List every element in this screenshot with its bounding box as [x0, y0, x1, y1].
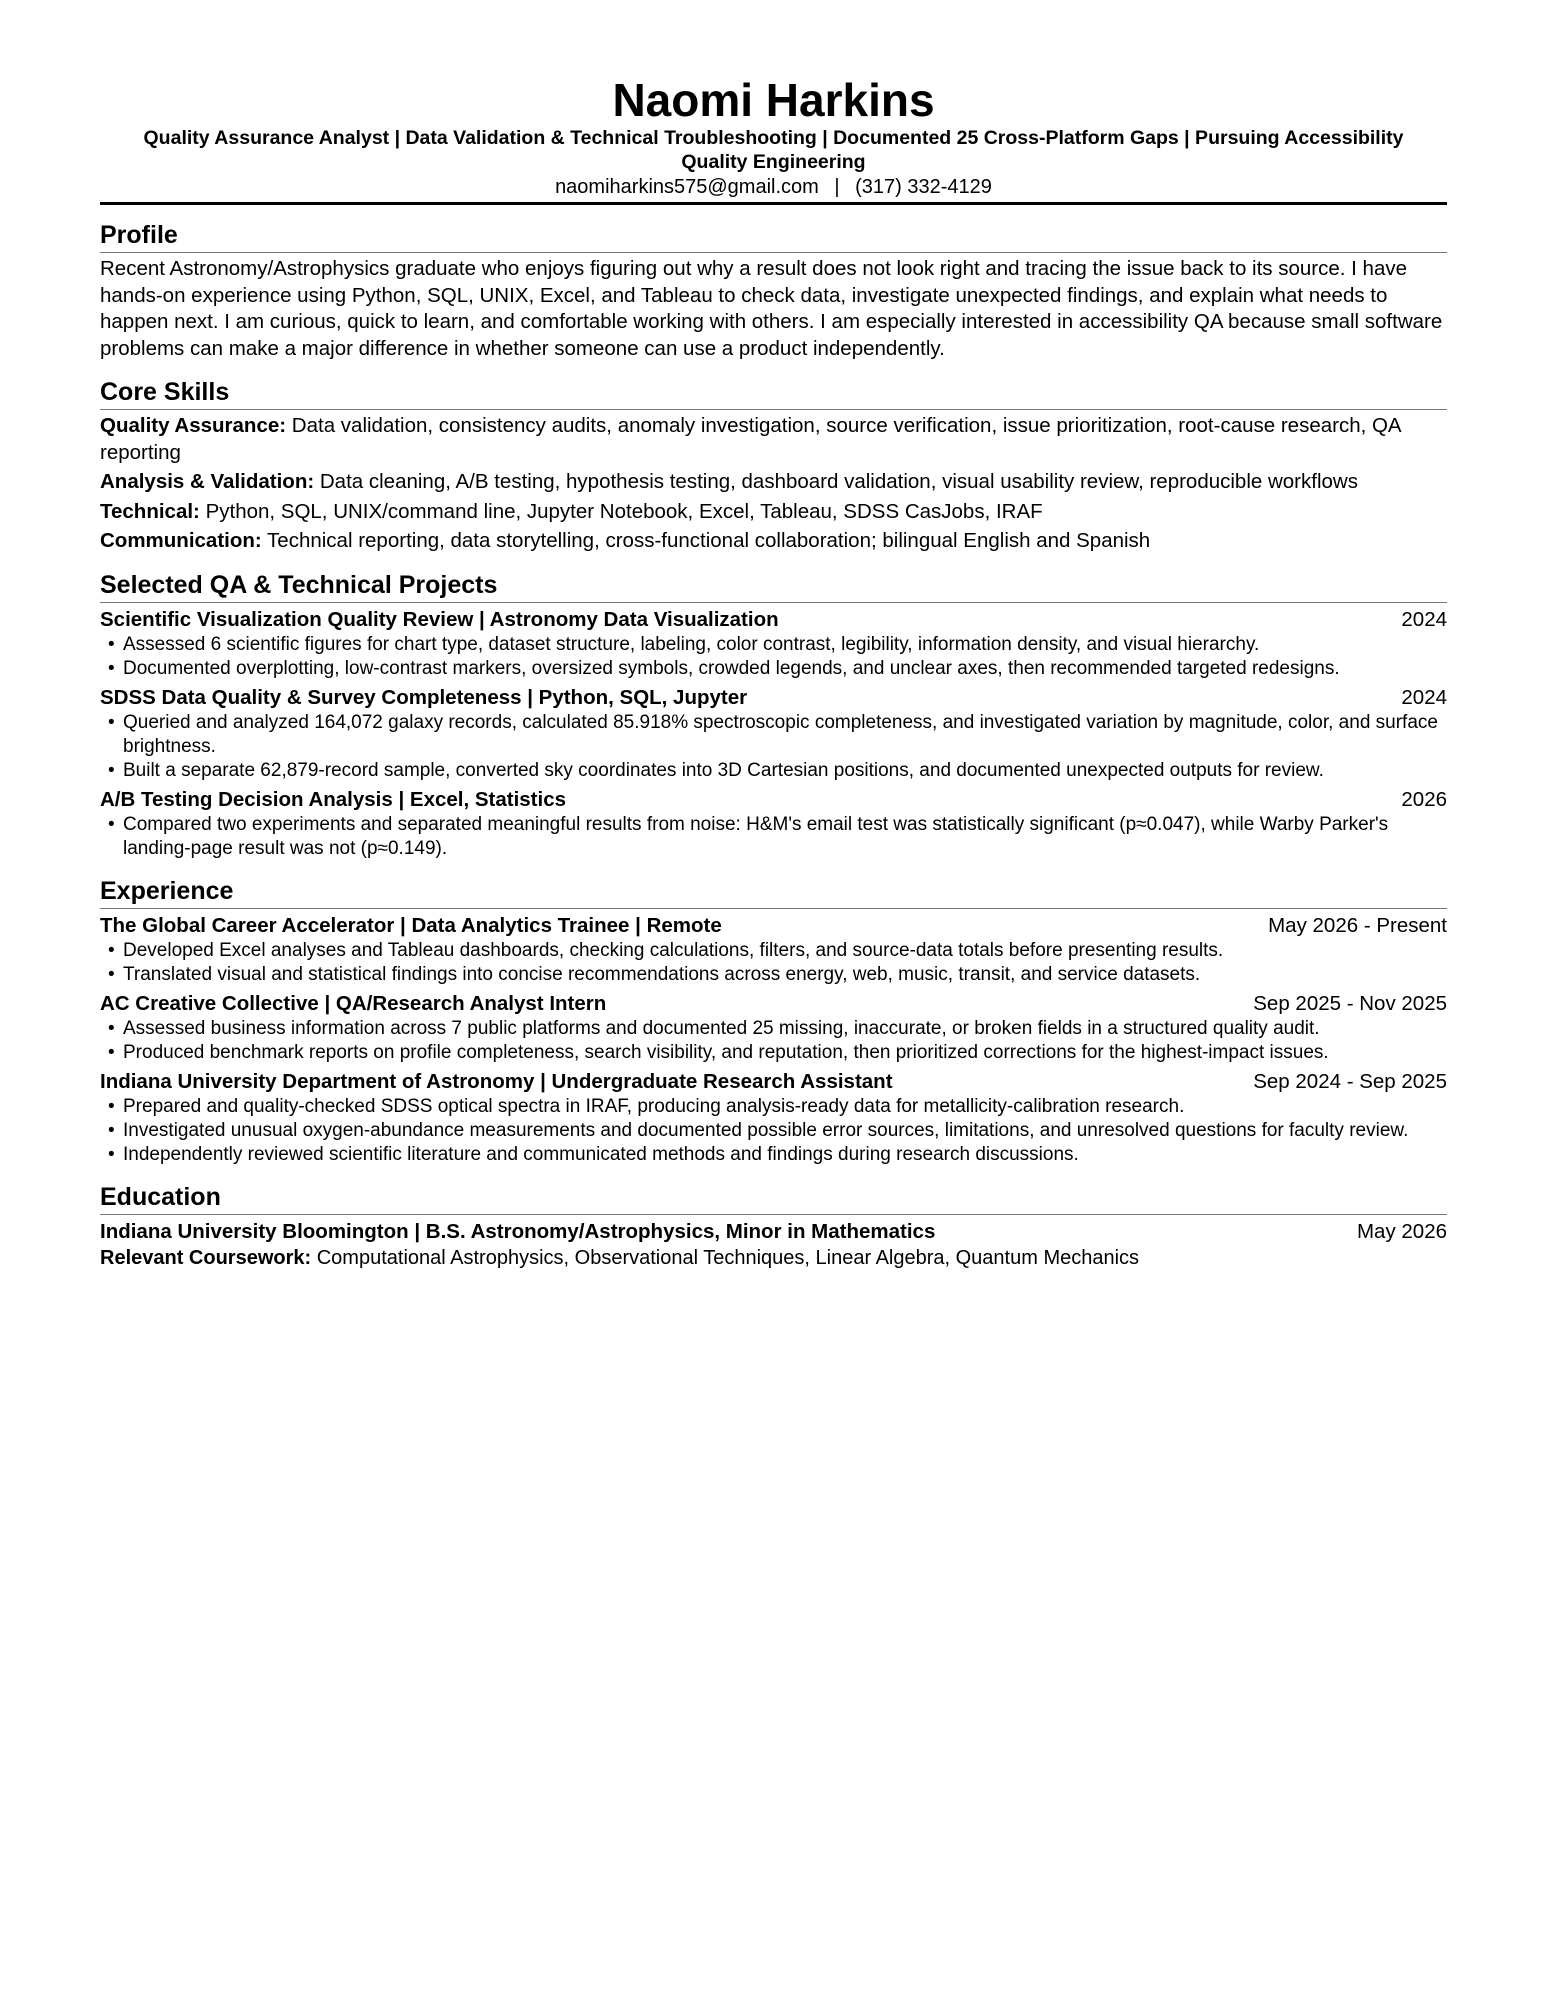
list-item: • Independently reviewed scientific literature and communicated methods and findings during research discussions.: [108, 1143, 1079, 1165]
list-item: • Assessed 6 scientific figures for chart type, dataset structure, labeling, color contrast, legibility, information density, and visual hierarchy.: [108, 633, 1260, 655]
email-text: naomiharkins575@gmail.com: [555, 176, 819, 198]
school-title: Indiana University Bloomington | B.S. Astronomy/Astrophysics, Minor in Mathematics: [100, 1219, 936, 1243]
list-item: • Assessed business information across 7 public platforms and documented 25 missing, inaccurate, or broken fields in a structured quality audit.: [108, 1017, 1320, 1039]
education-section: [100, 1181, 1447, 1271]
project-entry-header: [100, 685, 1447, 711]
project-date: 2024: [1401, 685, 1447, 709]
job-bullets: [100, 1017, 1447, 1065]
skill-row: [100, 413, 1447, 466]
coursework-text: Computational Astrophysics, Observational Techniques, Linear Algebra, Quantum Mechanics: [316, 1246, 1140, 1269]
skill-label: Analysis & Validation:: [100, 470, 315, 493]
list-item: • Investigated unusual oxygen-abundance measurements and documented possible error sources, limitations, and unresolved questions for faculty review.: [108, 1119, 1409, 1141]
skill-row: [100, 499, 1447, 526]
coursework-line: [100, 1245, 1447, 1271]
candidate-name: Naomi Harkins: [612, 74, 935, 126]
skill-text: Python, SQL, UNIX/command line, Jupyter Notebook, Excel, Tableau, SDSS CasJobs, IRAF: [205, 499, 1043, 523]
job-title: AC Creative Collective | QA/Research Analyst Intern: [100, 991, 607, 1015]
skill-text: Data validation, consistency audits, anomaly investigation, source verification, issue prioritization, root-cause research, QA reporting: [100, 414, 1401, 464]
section-title-education: Education: [100, 1181, 1447, 1215]
resume-page: [100, 74, 1447, 1271]
list-item: • Translated visual and statistical findings into concise recommendations across energy, web, music, transit, and service datasets.: [108, 963, 1201, 985]
list-item: • Produced benchmark reports on profile completeness, search visibility, and reputation, then prioritized corrections for the highest-impact issues.: [108, 1041, 1329, 1063]
job-title: The Global Career Accelerator | Data Analytics Trainee | Remote: [100, 913, 722, 937]
project-bullets: [100, 813, 1447, 861]
skill-text: Technical reporting, data storytelling, cross-functional collaboration; bilingual English and Spanish: [267, 529, 1151, 552]
job-date: May 2026 - Present: [1268, 913, 1447, 937]
project-date: 2026: [1401, 787, 1447, 811]
contact-line: [100, 174, 1447, 200]
job-date: Sep 2025 - Nov 2025: [1253, 991, 1447, 1015]
skill-label: Quality Assurance:: [100, 414, 287, 437]
section-title-projects: Selected QA & Technical Projects: [100, 569, 1447, 603]
section-title-profile: Profile: [100, 219, 1447, 253]
job-entry-header: [100, 991, 1447, 1017]
section-title-skills: Core Skills: [100, 376, 1447, 410]
project-entry-header: [100, 787, 1447, 813]
project-date: 2024: [1401, 607, 1447, 631]
list-item: • Built a separate 62,879-record sample, converted sky coordinates into 3D Cartesian positions, and documented unexpected outputs for review.: [108, 759, 1324, 781]
list-item: • Documented overplotting, low-contrast markers, oversized symbols, crowded legends, and unclear axes, then recommended targeted redesigns.: [108, 657, 1340, 679]
phone-text: (317) 332-4129: [855, 176, 992, 198]
coursework-label: Relevant Coursework:: [100, 1246, 312, 1269]
skill-label: Communication:: [100, 529, 262, 552]
list-item: • Developed Excel analyses and Tableau dashboards, checking calculations, filters, and source-data totals before presenting results.: [108, 939, 1224, 961]
list-item: • Prepared and quality-checked SDSS optical spectra in IRAF, producing analysis-ready data for metallicity-calibration research.: [108, 1095, 1185, 1117]
skill-text: Data cleaning, A/B testing, hypothesis testing, dashboard validation, visual usability review, reproducible workflows: [319, 470, 1358, 493]
skill-row: [100, 469, 1447, 496]
project-title: A/B Testing Decision Analysis | Excel, Statistics: [100, 787, 567, 811]
projects-section: [100, 569, 1447, 861]
skills-section: [100, 376, 1447, 555]
job-bullets: [100, 939, 1447, 987]
project-title: Scientific Visualization Quality Review | Astronomy Data Visualization: [100, 607, 779, 631]
section-title-experience: Experience: [100, 875, 1447, 909]
list-item: • Compared two experiments and separated meaningful results from noise: H&M's email test was statistically significant (p≈0.047), while Warby Parker's landing-page result was not (p≈0.149).: [108, 813, 1389, 859]
project-entry-header: [100, 607, 1447, 633]
skill-row: [100, 528, 1447, 555]
header-divider: [100, 202, 1447, 205]
graduation-date: May 2026: [1356, 1219, 1447, 1243]
list-item: • Queried and analyzed 164,072 galaxy records, calculated 85.918% spectroscopic completeness, and investigated variation by magnitude, color, and surface brightness.: [108, 711, 1438, 757]
profile-text: Recent Astronomy/Astrophysics graduate who enjoys figuring out why a result does not look right and tracing the issue back to its source. I have hands-on experience using Python, SQL, UNIX, Excel, and Tableau to check data, investigate unexpected findings, and explain what needs to happen next. I am curious, quick to learn, and comfortable working with others. I am especially interested in accessibility QA because small software problems can make a major difference in whether someone can use a product independently.: [100, 257, 1443, 360]
contact-separator: |: [834, 176, 840, 198]
job-title: Indiana University Department of Astronomy | Undergraduate Research Assistant: [100, 1069, 893, 1093]
project-bullets: [100, 633, 1447, 681]
job-bullets: [100, 1095, 1447, 1167]
job-entry-header: [100, 913, 1447, 939]
headline: Quality Assurance Analyst | Data Validation & Technical Troubleshooting | Documented 25 Cross-Platform Gaps | Pursuing Accessibility Quality Engineering: [143, 127, 1404, 173]
job-date: Sep 2024 - Sep 2025: [1253, 1069, 1447, 1093]
project-title: SDSS Data Quality & Survey Completeness | Python, SQL, Jupyter: [100, 685, 748, 709]
education-entry-header: [100, 1219, 1447, 1245]
profile-section: [100, 219, 1447, 362]
project-bullets: [100, 711, 1447, 783]
experience-section: [100, 875, 1447, 1167]
skill-label: Technical:: [100, 499, 200, 523]
job-entry-header: [100, 1069, 1447, 1095]
